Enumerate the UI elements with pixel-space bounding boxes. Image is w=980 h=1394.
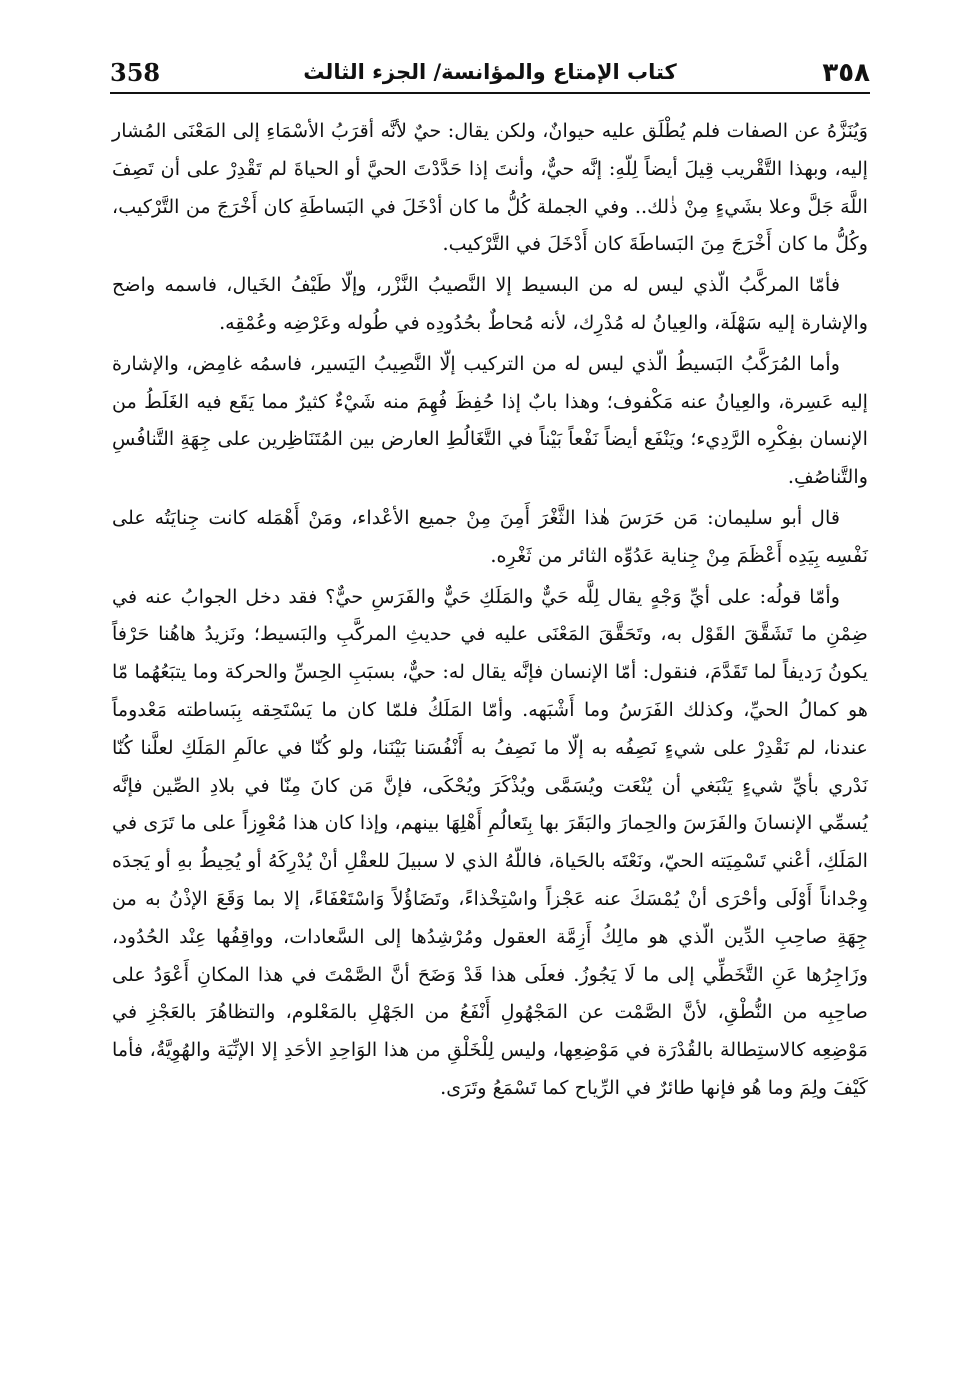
paragraph: وأما المُرَكَّبُ البَسيطُ الّذي ليس له من التركيب إلّا النَّصِيبُ اليَسير، فاسمُه غامِض، والإشارة إليه عَسِرة، والعِيانُ عنه مَكْفوف؛ وهذا بابٌ إذا حُفِظَ فُهِمَ منه شَيْءٌ كثيرٌ مما يَقَع فيه الغَلَطُ من الإنسان بفِكْرِه الرَّدِيء؛ ويَنْفَع أيضاً نَفْعاً بَيْناً في التَّغَالُطِ العارض بين المُتَنَاظِرين على جِهَةِ التَّنافُسِ والتَّناصُفِ. — [112, 351, 868, 489]
body-text — [112, 112, 868, 1110]
book-title: كتاب الإمتاع والمؤانسة/ الجزء الثالث — [303, 60, 677, 84]
running-header — [110, 52, 870, 90]
page-number-latin: 358 — [110, 58, 161, 87]
paragraph: قال أبو سليمان: مَن حَرَسَ هٰذا الثَّغْرَ أَمِنَ مِنْ جميع الأعْداء، ومَنْ أَهْمَله كانت جِنايَتُه على نَفْسِه بِيَدِه أَعْظَمَ مِنْ جِناية عَدُوِّه الثائر من ثَغْرِه. — [112, 505, 868, 567]
page-number-arabic: ٣٥٨ — [822, 58, 870, 88]
header-divider — [110, 92, 870, 94]
paragraph: فأمّا المركَّبُ الّذي ليس له من البسيط إلا النَّصيبُ النَّزْر، وإلّا طَيْفُ الخَيال، فاسمه واضح والإشارة إليه سَهْلَة، والعِيانُ له مُدْرِك، لأنه مُحاطٌ بحُدُودِه في طُوله وعَرْضِه وعُمْقِه. — [112, 273, 868, 334]
paragraph: وأمّا قولُه: على أيِّ وَجْهٍ يقال لِلَّه حَيٌّ والمَلَكِ حَيٌّ والفَرَسِ حيٌّ؟ فقد دخل الجوابُ عنه في ضِمْنِ ما تَشَقَّقَ القَوْل به، وتَحَقَّقَ المَعْنَى عليه في حديثِ المركَّبِ والبَسيط؛ ونَزيدُ هاهُنا حَرْفاً يكونُ رَديفاً لما تَقَدَّمَ، فنقول: أمّا الإنسان فإنَّه يقال له: حيٌّ، بسبَبِ الحِسِّ والحركة وما يتبَعُهُما مّا هو كمالُ الحيِّ، وكذلك الفَرَسُ وما أَشْبَهه. وأمّا المَلَكُ فلمّا كان ما يَسْتَحِقه بِبَساطته مَعْدوماً عندنا، لم نَقْدِرْ على شيءٍ نَصِفُه به إلّا ما نَصِفُ به أَنْفُسَنا بَيْنَنا، ولو كُنّا في عالَمِ المَلَكِ لعلَّنا كُنّا نَدْري بأيِّ شيءٍ يَنْبَغي أن يُنْعَت ويُسَمَّى ويُذْكَرَ ويُحْكَى، فإنَّ مَن كانَ مِنّا في بلادِ الصِّين فإنَّه يُسمِّي الإنسانَ والفَرَسَ والحِمارَ والبَقَرَ بها بِتَعالُمِ أَهْلِهَا بينهم، وإذا كان هذا مُعْوِزاً على ما تَرَى في المَلَكِ، أعْني تَسْمِيَته الحيّ، ونَعْتَه بالحَياة، فاللّهُ الذي لا سبيلَ للعقْلِ أنْ يُدْرِكَهُ أو يُحِيطُ بهِ أو يَجدَه وِجْداناً أَوْلَى وأحْرَى أنْ يُمْسَكَ عنه عَجْزاً واسْتِخْذاءً، وتَضَاؤُلاً وَاسْتَعْفَاءً، إلا بما وَقَعَ الإذْنُ به من جِهَةِ صاحِبِ الدِّين الّذي هو مالِكُ أَزِمَّة العقول ومُرْشِدُها إلى السَّعادات، وواقِفُها عِنْد الحُدُود، وزَاجِرُها عَنِ التَّخَطِّي إلى ما لَا يَجُوزُ. فعلَى هذا قَدْ وَضَحَ أنَّ الصَّمْتَ في هذا المكانِ أَعْوَدُ على صاحِبِه من النُّطْقِ، لأنَّ الصَّمْت عن المَجْهُولِ أَنْفَعُ من الجَهْلِ بالمَعْلوم، والتظاهُرَ بالعَجْزِ في مَوْضِعِه كالاستِطالة بالقُدْرَة في مَوْضِعِها، وليس لِلْخَلْقِ من هذا الوَاحِدِ الأحَدِ إلا الإنِّيَة والهُوِيَّةُ، فأما كَيْفَ ولِمَ وما هُو فإنها طائرٌ في الرِّياح كما تَسْمَعُ وتَرَى. — [112, 584, 868, 1099]
paragraph: وَيُنَزَّهُ عن الصفات فلم يُطْلَق عليه حيوانٌ، ولكن يقال: حيٌ لأنَّه أقرَبُ الأسْمَاءِ إلى المَعْنَى المُشار إليه، وبهذا التَّقْريب قِيلَ أيضاً لِلّهِ: إنَّه حيٌّ، وأنتَ إذا حَدَّدْتَ الحيَّ أو الحياةَ لم تَقْدِرْ على أن تَصِفَ اللَّهَ جَلَّ وعلا بشَيءٍ مِنْ ذٰلك.. وفي الجملة كُلُّ ما كان أدْخَلَ في البَساطَةِ كان أَخْرَجَ من التَّرْكيب، وكُلُّ ما كان أَخْرَجَ مِنَ البَساطَةَ كان أَدْخَلَ في التَّرْكيب. — [112, 119, 868, 256]
